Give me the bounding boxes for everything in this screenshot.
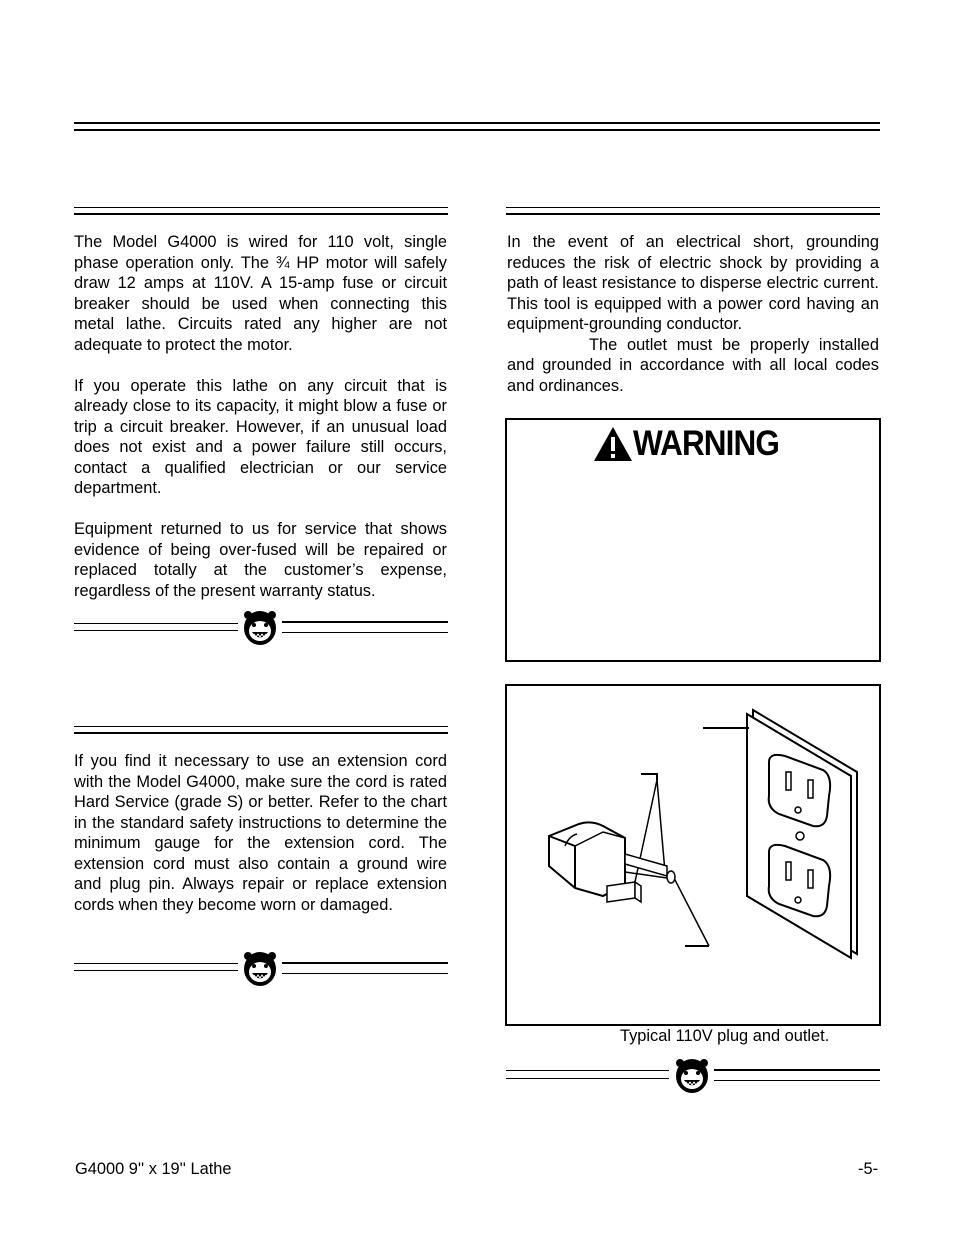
right-section-rule-top — [506, 207, 880, 208]
right-section-rule-bottom — [506, 213, 880, 215]
paragraph: If you find it necessary to use an extension cord with the Model G4000, make sure the cord is rated Hard Service (grade S) or better. Refer to the chart in the standard safety instructions to determine the minimum gauge for the extension cord. The extension cord must also contain a ground wire and plug pin. Always repair or replace extension cords when they become worn or damaged. — [74, 752, 447, 914]
separator-line — [282, 632, 448, 633]
warning-triangle-icon — [593, 426, 633, 462]
separator-line — [282, 973, 448, 974]
header-rule-top — [74, 122, 880, 124]
page-number: -5- — [858, 1160, 879, 1178]
separator-line — [74, 970, 238, 971]
paragraph: Equipment returned to us for service that shows evidence of being over-fused will be repaired or replaced totally at the customer’s expense, regardless of the present warranty status. — [74, 520, 447, 600]
warning-title: WARNING — [633, 424, 779, 463]
figure-caption: Typical 110V plug and outlet. — [620, 1027, 830, 1045]
separator-line — [506, 1078, 669, 1079]
plug-outlet-illustration — [507, 686, 879, 1024]
left-section1-rule-top — [74, 207, 448, 208]
separator-line — [714, 1080, 880, 1081]
paragraph: In the event of an electrical short, grounding reduces the risk of electric shock by providing a path of least resistance to disperse electric current. This tool is equipped with a power cord having an equipment-grounding conductor. — [507, 233, 879, 333]
paragraph: If you operate this lathe on any circuit that is already close to its capacity, it might blow a fuse or trip a circuit breaker. However, if an unusual load does not exist and a power failure still occurs, contact a qualified electrician or our service department. — [74, 376, 447, 497]
left-section2-rule-bottom — [74, 732, 448, 734]
separator-line — [506, 1070, 669, 1071]
separator-line — [282, 621, 448, 623]
warning-header — [593, 424, 795, 464]
paragraph: The outlet must be properly installed and grounded in accordance with all local codes and ordinances. — [507, 335, 879, 395]
bear-logo-icon — [241, 948, 279, 988]
warning-box — [505, 418, 881, 662]
separator-line — [282, 962, 448, 964]
right-section-body — [507, 232, 879, 396]
paragraph: The Model G4000 is wired for 110 volt, single phase operation only. The ¾ HP motor will safely draw 12 amps at 110V. A 15-amp fuse or circuit breaker should be used when connecting this metal lathe. Circuits rated any higher are not adequate to protect the motor. — [74, 233, 447, 354]
header-rule-bottom — [74, 129, 880, 131]
left-section2-body — [74, 751, 447, 915]
separator-line — [74, 630, 238, 631]
left-section1-body — [74, 232, 447, 601]
separator-line — [74, 963, 238, 964]
figure-box — [505, 684, 881, 1026]
left-section1-rule-bottom — [74, 213, 448, 215]
bear-logo-icon — [673, 1055, 711, 1095]
footer-title: G4000 9'' x 19'' Lathe — [75, 1160, 232, 1178]
bear-logo-icon — [241, 607, 279, 647]
separator-line — [714, 1069, 880, 1071]
left-section2-rule-top — [74, 726, 448, 727]
separator-line — [74, 623, 238, 624]
